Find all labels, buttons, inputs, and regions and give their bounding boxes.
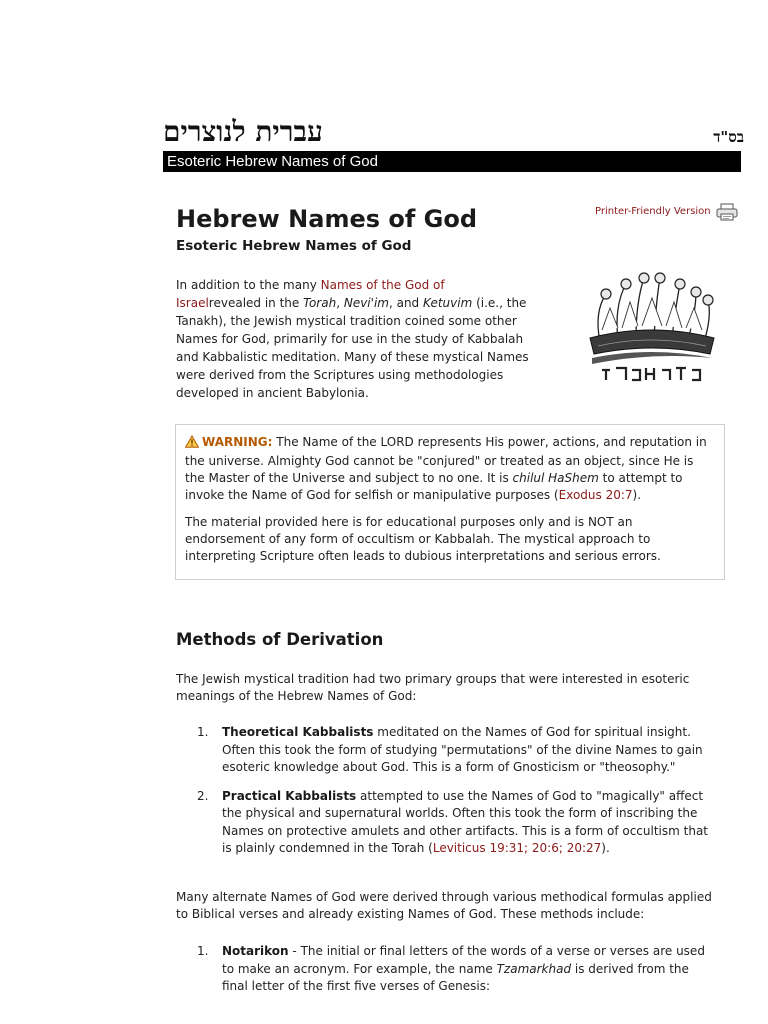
bsd-mark: בס"ד xyxy=(713,128,744,146)
exodus-link[interactable]: Exodus 20:7 xyxy=(558,488,633,502)
site-logo[interactable]: עברית לנוצרים xyxy=(163,115,323,148)
list-text: attempted to use the Names of God to "magically" affect the physical and supernatural worlds. Often this took the form of inscribing the Names on protective amulets and other artifacts. This is a form of occultism that is plainly condemned in the Torah ( xyxy=(222,788,708,855)
printer-friendly-link[interactable]: Printer-Friendly Version xyxy=(595,206,711,217)
kabbalist-groups-list xyxy=(176,724,716,869)
list-text: is derived from the final letter of the first five verses of Genesis: xyxy=(222,961,689,993)
intro-text: , and xyxy=(388,296,423,310)
list-text: - The initial or final letters of the words of a verse or verses are used to make an acronym. For example, the name xyxy=(222,944,705,976)
printer-icon[interactable] xyxy=(716,203,738,225)
list-item xyxy=(176,943,716,996)
warning-label: WARNING: xyxy=(202,435,273,449)
derivation-methods-list xyxy=(176,943,716,1007)
intro-text: revealed in the xyxy=(208,296,304,310)
warning-paragraph xyxy=(185,434,715,504)
list-term: Notarikon xyxy=(222,944,289,958)
list-number: 1. xyxy=(197,944,209,958)
section-bar-label: Esoteric Hebrew Names of God xyxy=(167,153,378,170)
page-title: Hebrew Names of God xyxy=(176,205,478,233)
torah-term: Torah xyxy=(303,296,337,310)
intro-text: , xyxy=(336,296,344,310)
list-term: Practical Kabbalists xyxy=(222,788,357,803)
warning-text: to attempt to invoke the Name of God for selfish or manipulative purposes ( xyxy=(185,471,683,502)
section-bar xyxy=(163,151,741,172)
list-term: Theoretical Kabbalists xyxy=(222,725,374,739)
warning-text: The Name of the LORD represents His power, actions, and reputation in the universe. Almighty God cannot be "conjured" or treated as an object, since He is the Master of the Universe and subject to no one. It is xyxy=(185,435,707,485)
list-item xyxy=(176,788,716,858)
leviticus-link[interactable]: Leviticus 19:31; 20:6; 20:27 xyxy=(432,841,602,855)
intro-text: In addition to the many xyxy=(176,278,321,292)
list-item xyxy=(176,724,716,777)
page-subtitle: Esoteric Hebrew Names of God xyxy=(176,238,412,254)
disclaimer-paragraph: The material provided here is for educational purposes only and is NOT an endorsement of any form of occultism or Kabbalah. The mystical approach to interpreting Scripture often leads to dubious interpretations and serious errors. xyxy=(185,515,661,563)
warning-box xyxy=(175,424,725,580)
list-text: ). xyxy=(601,841,610,855)
tzamarkhad-term: Tzamarkhad xyxy=(496,961,572,976)
list-text: meditated on the Names of God for spiritual insight. Often this took the form of studying "permutations" of the divine Names to gain esoteric knowledge about God. This is a form of Gnosticism or "theosophy." xyxy=(222,725,703,774)
chilul-hashem-term: chilul HaShem xyxy=(512,471,599,485)
list-number: 2. xyxy=(197,788,209,803)
intro-text: (i.e., the Tanakh), the Jewish mystical tradition coined some other Names for God, primarily for use in the study of Kabbalah and Kabbalistic meditation. Many of these mystical Names were derived from the Scriptures using methodologies developed in ancient Babylonia. xyxy=(176,296,529,400)
methods-paragraph: Many alternate Names of God were derived through various methodical formulas applied to Biblical verses and already existing Names of God. These methods include: xyxy=(176,890,712,921)
intro-paragraph xyxy=(176,276,531,402)
ketuvim-term: Ketuvim xyxy=(423,296,473,310)
crown-image xyxy=(584,272,720,390)
list-number: 1. xyxy=(197,725,209,739)
warning-icon xyxy=(185,435,199,453)
neviim-term: Nevi'im xyxy=(343,296,389,310)
names-of-god-link[interactable]: Names of the God of Israel xyxy=(176,278,445,310)
methods-intro: The Jewish mystical tradition had two primary groups that were interested in esoteric meanings of the Hebrew Names of God: xyxy=(176,672,690,703)
warning-text: ). xyxy=(632,488,642,502)
section-heading: Methods of Derivation xyxy=(176,630,384,649)
